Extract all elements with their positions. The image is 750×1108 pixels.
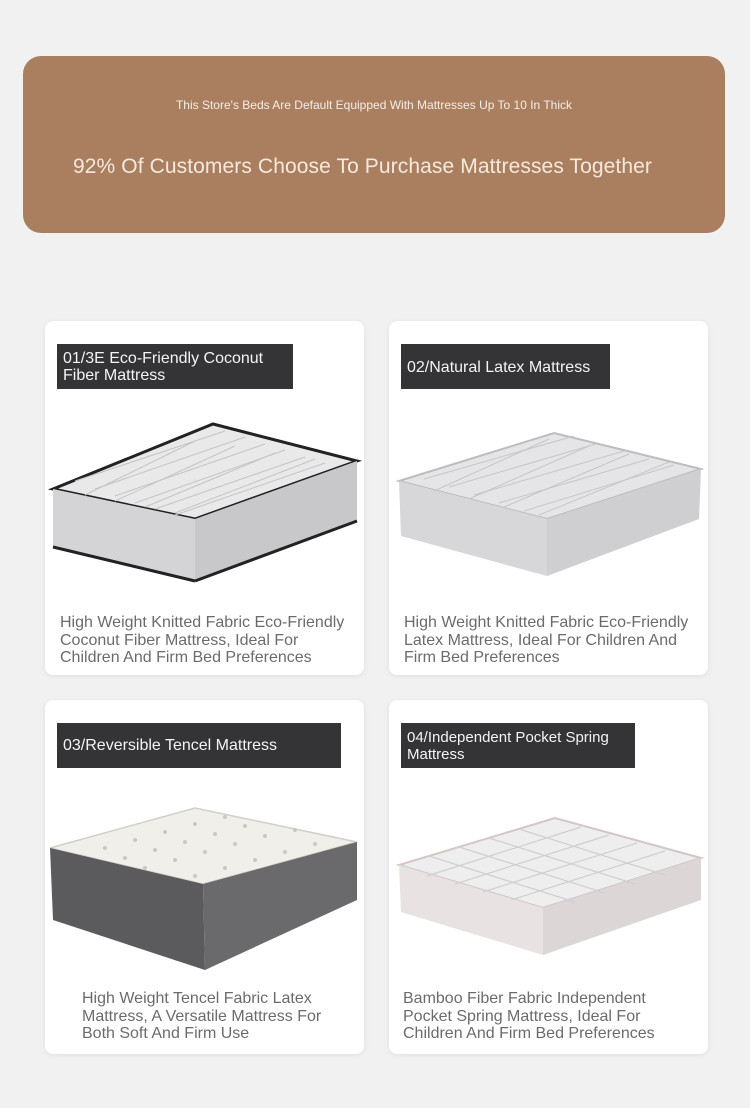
- product-description: Bamboo Fiber Fabric Independent Pocket Spring Mattress, Ideal For Children And Firm Bed Preferences: [403, 990, 655, 1042]
- product-label: 01/3E Eco-Friendly Coconut Fiber Mattress: [57, 344, 293, 389]
- mattress-image: [389, 780, 708, 980]
- banner-subtitle: This Store's Beds Are Default Equipped With Mattresses Up To 10 In Thick: [175, 98, 573, 112]
- product-description: High Weight Tencel Fabric Latex Mattress, A Versatile Mattress For Both Soft And Firm Use: [82, 990, 322, 1042]
- banner-title: 92% Of Customers Choose To Purchase Mattresses Together: [73, 155, 653, 178]
- product-card-pocket-spring[interactable]: [389, 700, 708, 1054]
- product-card-latex[interactable]: [389, 321, 708, 675]
- product-label: 03/Reversible Tencel Mattress: [57, 723, 341, 768]
- product-description: High Weight Knitted Fabric Eco-Friendly Latex Mattress, Ideal For Children And Firm Bed Preferences: [404, 614, 689, 666]
- product-card-tencel[interactable]: [45, 700, 364, 1054]
- mattress-image: [45, 780, 364, 980]
- mattress-image: [45, 401, 364, 601]
- product-label: 02/Natural Latex Mattress: [401, 344, 610, 389]
- product-card-coconut[interactable]: [45, 321, 364, 675]
- mattress-image: [389, 401, 708, 601]
- product-label: 04/Independent Pocket Spring Mattress: [401, 723, 635, 768]
- product-description: High Weight Knitted Fabric Eco-Friendly Coconut Fiber Mattress, Ideal For Children And Firm Bed Preferences: [60, 614, 345, 666]
- promo-banner: [23, 56, 725, 233]
